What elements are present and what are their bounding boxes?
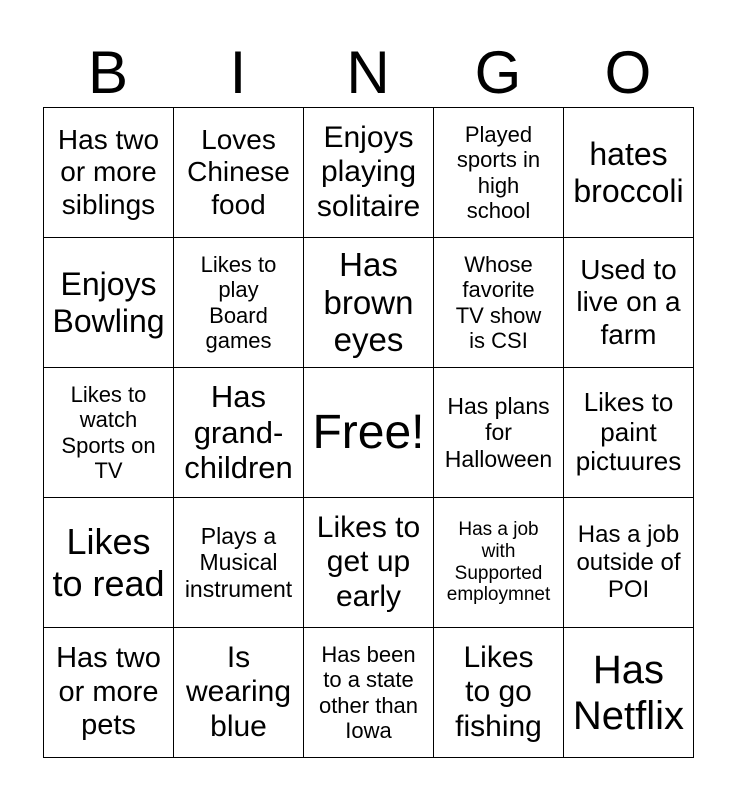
bingo-cell[interactable]: Likes to get up early — [304, 498, 434, 628]
header-letter: N — [346, 39, 390, 106]
bingo-cell[interactable]: Likes to play Board games — [174, 238, 304, 368]
bingo-cell[interactable]: Has grand- children — [174, 368, 304, 498]
bingo-row — [44, 498, 694, 628]
bingo-cell[interactable]: Enjoys Bowling — [44, 238, 174, 368]
bingo-cell[interactable]: Loves Chinese food — [174, 108, 304, 238]
header-letter: O — [604, 39, 652, 106]
bingo-cell[interactable]: Plays a Musical instrument — [174, 498, 304, 628]
bingo-cell[interactable]: Has Netflix — [564, 628, 694, 758]
bingo-row — [44, 238, 694, 368]
bingo-cell[interactable]: Has a job with Supported employmnet — [434, 498, 564, 628]
bingo-cell[interactable]: Has two or more pets — [44, 628, 174, 758]
bingo-cell[interactable]: Likes to watch Sports on TV — [44, 368, 174, 498]
bingo-cell[interactable]: Enjoys playing solitaire — [304, 108, 434, 238]
bingo-row — [44, 368, 694, 498]
bingo-cell[interactable]: Has brown eyes — [304, 238, 434, 368]
free-space-cell[interactable]: Free! — [304, 368, 434, 498]
bingo-cell[interactable]: Likes to go fishing — [434, 628, 564, 758]
bingo-cell[interactable]: hates broccoli — [564, 108, 694, 238]
bingo-row — [44, 108, 694, 238]
header-letter: G — [474, 39, 522, 106]
bingo-card — [43, 107, 694, 758]
bingo-cell[interactable]: Likes to paint pictuures — [564, 368, 694, 498]
bingo-cell[interactable]: Has been to a state other than Iowa — [304, 628, 434, 758]
bingo-cell[interactable]: Whose favorite TV show is CSI — [434, 238, 564, 368]
bingo-header — [43, 38, 693, 108]
header-letter: I — [229, 39, 247, 106]
bingo-cell[interactable]: Is wearing blue — [174, 628, 304, 758]
header-letter: B — [87, 39, 129, 106]
bingo-cell[interactable]: Used to live on a farm — [564, 238, 694, 368]
bingo-cell[interactable]: Has a job outside of POI — [564, 498, 694, 628]
bingo-cell[interactable]: Has plans for Halloween — [434, 368, 564, 498]
bingo-cell[interactable]: Has two or more siblings — [44, 108, 174, 238]
bingo-row — [44, 628, 694, 758]
bingo-cell[interactable]: Likes to read — [44, 498, 174, 628]
bingo-cell[interactable]: Played sports in high school — [434, 108, 564, 238]
